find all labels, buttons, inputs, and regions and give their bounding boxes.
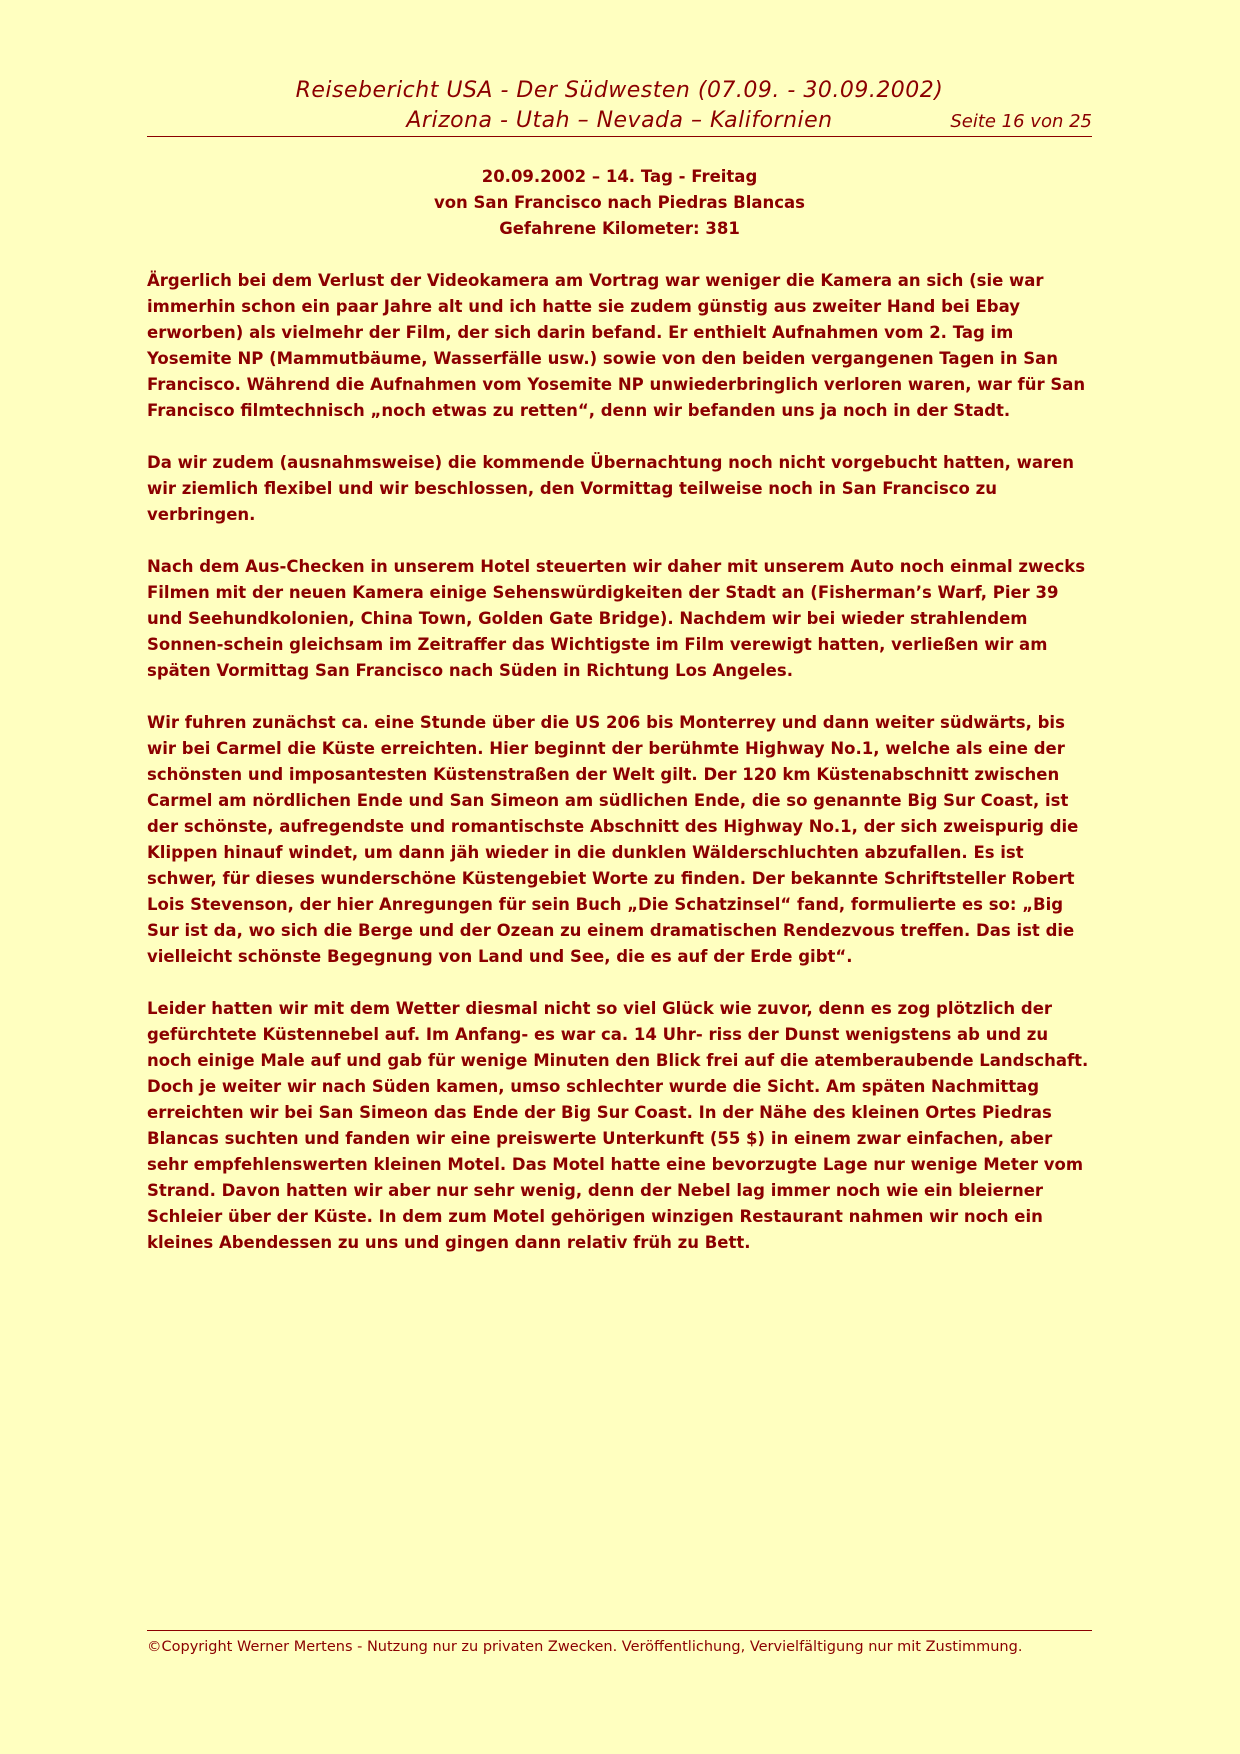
paragraph: Ärgerlich bei dem Verlust der Videokamera am Vortrag war weniger die Kamera an sich (sie war immerhin schon ein paar Jahre alt und ich hatte sie zudem günstig aus zweiter Hand bei Ebay erworben) als vielmehr der Film, der sich darin befand. Er enthielt Aufnahmen vom 2. Tag im Yosemite NP (Mammutbäume, Wasserfälle usw.) sowie von den beiden vergangenen Tagen in San Francisco. Während die Aufnahmen vom Yosemite NP unwiederbringlich verloren waren, war für San Francisco filmtechnisch „noch etwas zu retten“, denn wir befanden uns ja noch in der Stadt.	[147, 271, 1086, 420]
paragraph: Wir fuhren zunächst ca. eine Stunde über die US 206 bis Monterrey und dann weiter südwärts, bis wir bei Carmel die Küste erreichten. Hier beginnt der berühmte Highway No.1, welche als eine der schönsten und imposantesten Küstenstraßen der Welt gilt. Der 120 km Küstenabschnitt zwischen Carmel am nördlichen Ende und San Simeon am südlichen Ende, die so genannte Big Sur Coast, ist der schönste, aufregendste und romantischste Abschnitt des Highway No.1, der sich zweispurig die Klippen hinauf windet, um dann jäh wieder in die dunklen Wälderschluchten abzufallen. Es ist schwer, für dieses wunderschöne Küstengebiet Worte zu finden. Der bekannte Schriftsteller Robert Lois Stevenson, der hier Anregungen für sein Buch „Die Schatzinsel“ fand, formulierte es so: „Big Sur ist da, wo sich die Berge und der Ozean zu einem dramatischen Rendezvous treffen. Das ist die vielleicht schönste Begegnung von Land und See, die es auf der Erde gibt“.	[147, 713, 1079, 966]
day-distance-line: Gefahrene Kilometer: 381	[499, 219, 740, 238]
paragraph: Leider hatten wir mit dem Wetter diesmal nicht so viel Glück wie zuvor, denn es zog plötzlich der gefürchtete Küstennebel auf. Im Anfang- es war ca. 14 Uhr- riss der Dunst wenigstens ab und zu noch einige Male auf und gab für wenige Minuten den Blick frei auf die atemberaubende Landschaft. Doch je weiter wir nach Süden kamen, umso schlechter wurde die Sicht. Am späten Nachmittag erreichten wir bei San Simeon das Ende der Big Sur Coast. In der Nähe des kleinen Ortes Piedras Blancas suchten und fanden wir eine preiswerte Unterkunft (55 $) in einem zwar einfachen, aber sehr empfehlenswerten kleinen Motel. Das Motel hatte eine bevorzugte Lage nur wenige Meter vom Strand. Davon hatten wir aber nur sehr wenig, denn der Nebel lag immer noch wie ein bleierner Schleier über der Küste. In dem zum Motel gehörigen winzigen Restaurant nahmen wir noch ein kleines Abendessen zu uns und gingen dann relativ früh zu Bett.	[147, 999, 1089, 1252]
header-subtitle-row	[147, 106, 1092, 137]
copyright-notice: ©Copyright Werner Mertens - Nutzung nur zu privaten Zwecken. Veröffentlichung, Vervielfältigung nur mit Zustimmung.	[147, 1639, 1023, 1655]
page-number: Seite 16 von 25	[950, 111, 1092, 132]
paragraph: Nach dem Aus-Checken in unserem Hotel steuerten wir daher mit unserem Auto noch einmal zwecks Filmen mit der neuen Kamera einige Sehenswürdigkeiten der Stadt an (Fisherman’s Warf, Pier 39 und Seehundkolonien, China Town, Golden Gate Bridge). Nachdem wir bei wieder strahlendem Sonnen-schein gleichsam im Zeitraffer das Wichtigste im Film verewigt hatten, verließen wir am späten Vormittag San Francisco nach Süden in Richtung Los Angeles.	[147, 557, 1086, 680]
page-header	[147, 76, 1092, 137]
paragraph: Da wir zudem (ausnahmsweise) die kommende Übernachtung noch nicht vorgebucht hatten, waren wir ziemlich flexibel und wir beschlossen, den Vormittag teilweise noch in San Francisco zu verbringen.	[147, 453, 1075, 524]
report-subtitle: Arizona - Utah – Nevada – Kalifornien	[406, 108, 833, 133]
day-date-line: 20.09.2002 – 14. Tag - Freitag	[481, 167, 758, 186]
day-heading	[147, 164, 1092, 242]
page-footer	[147, 1630, 1092, 1659]
report-title: Reisebericht USA - Der Südwesten (07.09. - 30.09.2002)	[295, 78, 944, 103]
report-body	[147, 268, 1092, 1282]
day-route-line: von San Francisco nach Piedras Blancas	[433, 193, 806, 212]
